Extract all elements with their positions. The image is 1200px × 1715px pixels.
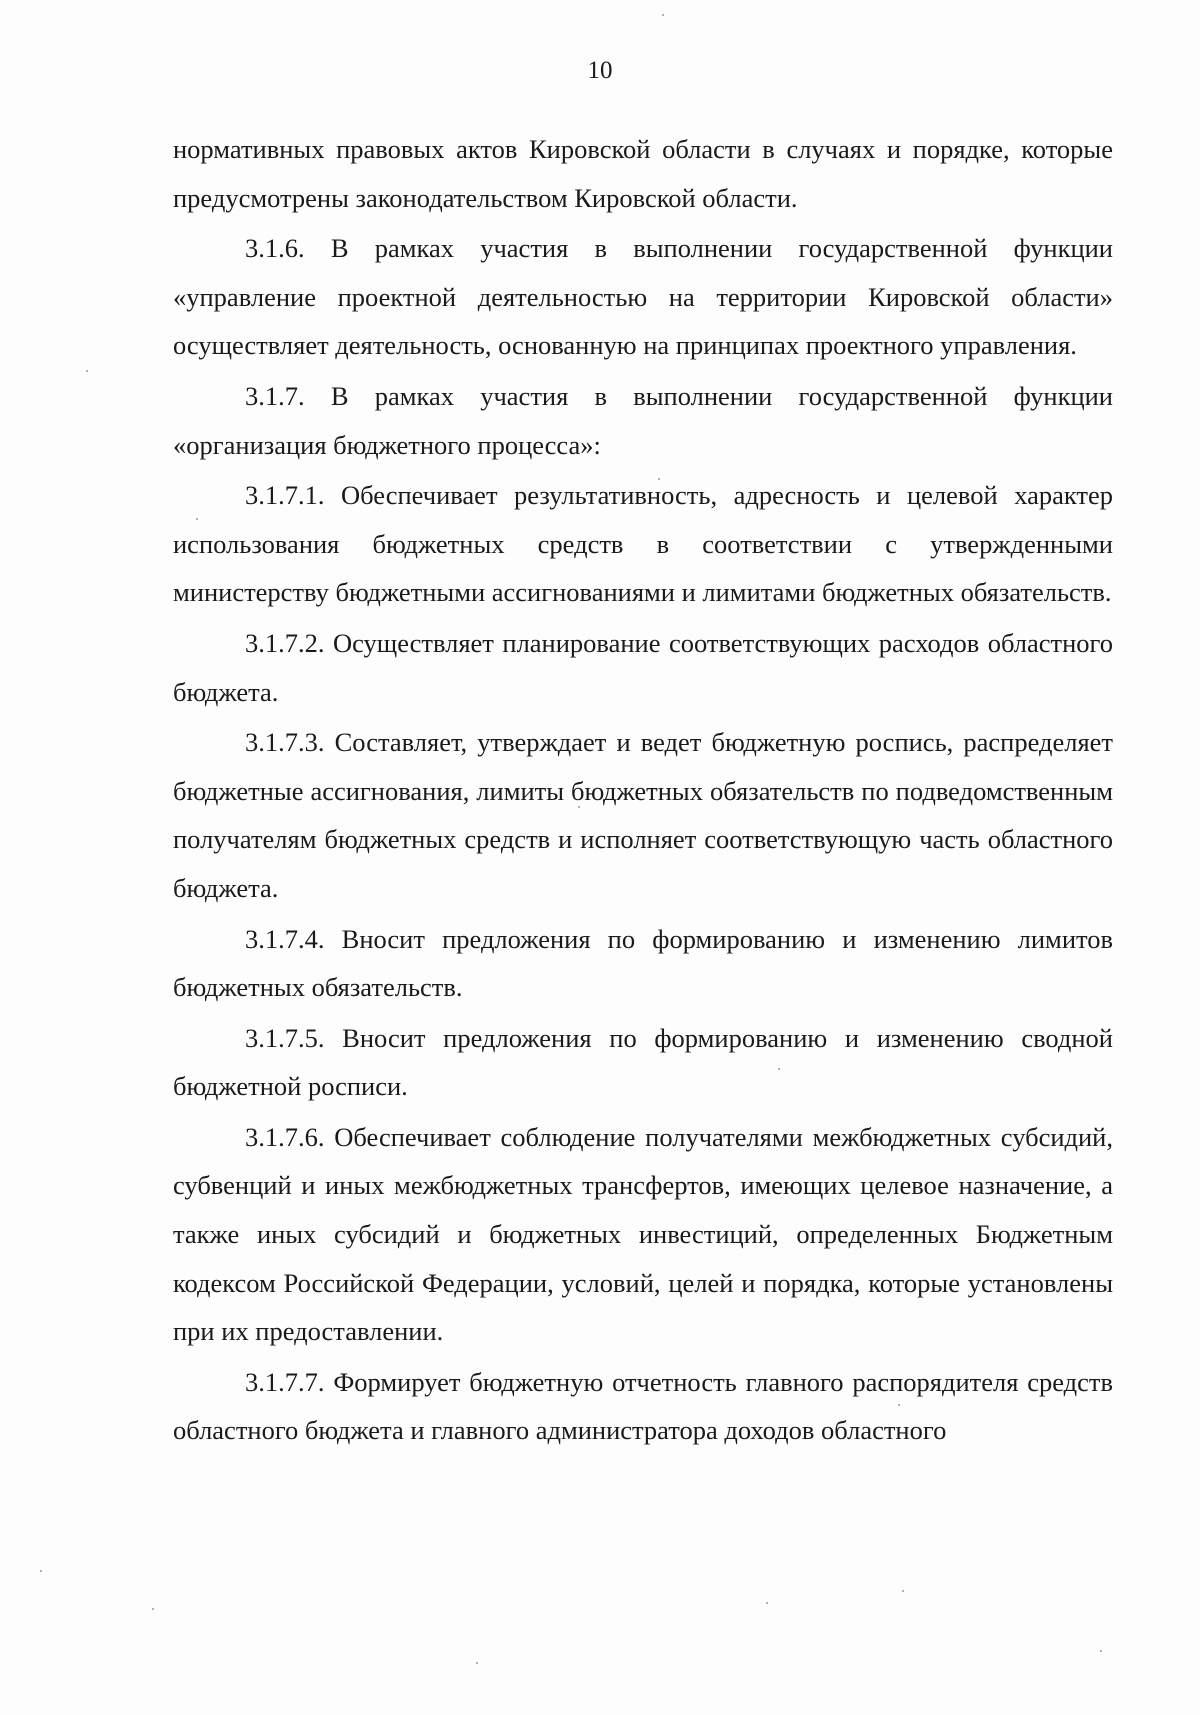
scan-speck: [898, 1404, 900, 1406]
scan-speck: [766, 1602, 768, 1604]
paragraph-3-1-7-1: 3.1.7.1. Обеспечивает результативность, адресность и целевой характер использования бюджетных средств в соответствии с утвержденными министерству бюджетными ассигнованиями и лимитами бюджетных обязательств.: [173, 480, 1113, 608]
document-body: [173, 125, 1113, 1457]
scan-speck: [778, 1068, 780, 1070]
scan-speck: [662, 14, 664, 16]
paragraph-3-1-7-5: 3.1.7.5. Вносит предложения по формированию и изменению сводной бюджетной росписи.: [173, 1022, 1113, 1102]
scan-speck: [40, 1570, 42, 1572]
scan-speck: [152, 1608, 154, 1610]
scan-speck: [902, 1590, 904, 1592]
paragraph-3-1-7-4: 3.1.7.4. Вносит предложения по формированию и изменению лимитов бюджетных обязательств.: [173, 923, 1113, 1003]
scan-speck: [476, 1662, 478, 1664]
paragraph-3-1-7-6: 3.1.7.6. Обеспечивает соблюдение получателями межбюджетных субсидий, субвенций и иных межбюджетных трансфертов, имеющих целевое назначение, а также иных субсидий и бюджетных инвестиций, определенных Бюджетным кодексом Российской Федерации, условий, целей и порядка, которые установлены при их предоставлении.: [173, 1121, 1113, 1347]
scan-speck: [658, 478, 660, 480]
paragraph-3-1-7: 3.1.7. В рамках участия в выполнении государственной функции «организация бюджетного процесса»:: [173, 380, 1113, 460]
scan-speck: [1100, 1650, 1102, 1652]
page-number: 10: [587, 57, 613, 84]
scan-speck: [578, 806, 580, 808]
scan-speck: [196, 518, 198, 520]
paragraph-3-1-7-7: 3.1.7.7. Формирует бюджетную отчетность главного распорядителя средств областного бюджета и главного администратора доходов областного: [173, 1366, 1113, 1446]
scan-speck: [86, 370, 88, 372]
paragraph-3-1-6: 3.1.6. В рамках участия в выполнении государственной функции «управление проектной деятельностью на территории Кировской области» осуществляет деятельность, основанную на принципах проектного управления.: [173, 233, 1113, 361]
paragraph-3-1-7-2: 3.1.7.2. Осуществляет планирование соответствующих расходов областного бюджета.: [173, 627, 1113, 707]
paragraph-3-1-7-3: 3.1.7.3. Составляет, утверждает и ведет бюджетную роспись, распределяет бюджетные ассигнования, лимиты бюджетных обязательств по подведомственным получателям бюджетных средств и исполняет соответствующую часть областного бюджета.: [173, 727, 1113, 903]
paragraph-continuation: нормативных правовых актов Кировской области в случаях и порядке, которые предусмотрены законодательством Кировской области.: [173, 134, 1113, 213]
